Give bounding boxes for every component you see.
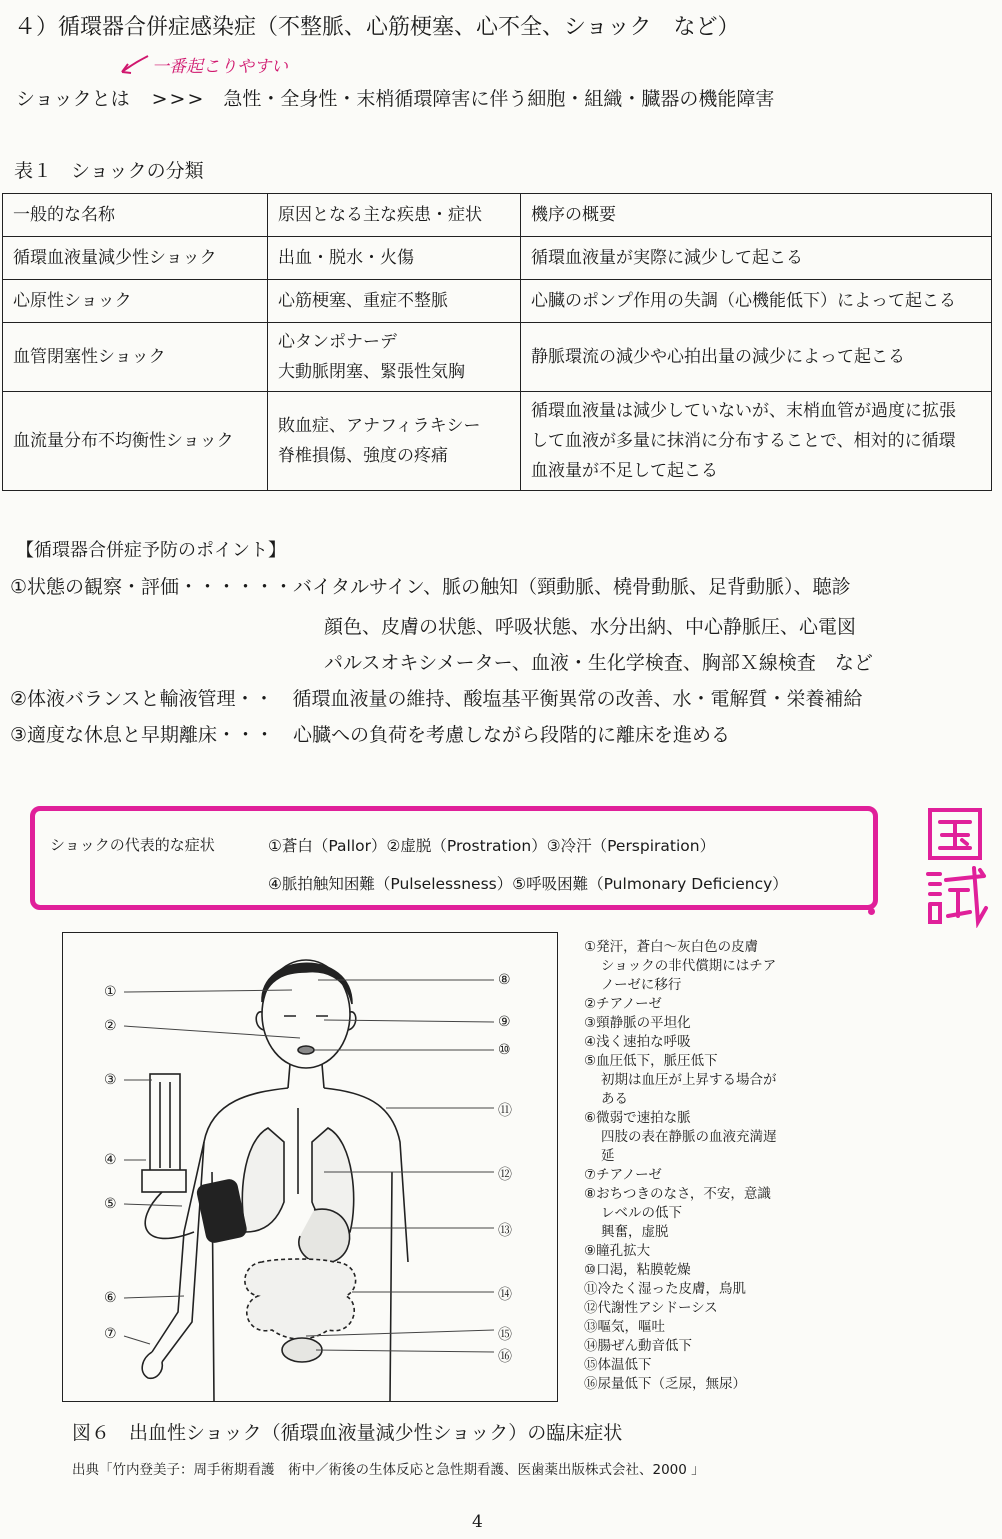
list-item: ⑬嘔気，嘔吐	[584, 1319, 665, 1335]
table-row	[3, 392, 992, 491]
prevention-line: ③適度な休息と早期離床・・・ 心臓への負荷を考慮しながら段階的に離床を進める	[10, 724, 731, 746]
mechanism-line: して血液が多量に抹消に分布することで、相対的に循環	[531, 431, 956, 451]
list-item: ①発汗，蒼白～灰白色の皮膚 ショックの非代償期にはチア ノーゼに移行	[584, 939, 777, 993]
mechanism-line: 循環血液量は減少していないが、末梢血管が過度に拡張	[531, 401, 956, 421]
figure-marker-left: ②	[104, 1018, 117, 1034]
list-item: ③頸静脈の平坦化	[584, 1015, 691, 1031]
prevention-continuation: 顔色、皮膚の状態、呼吸状態、水分出納、中心静脈圧、心電図	[324, 616, 857, 638]
figure-marker-right: ⑭	[498, 1287, 512, 1303]
shock-causes: 心筋梗塞、重症不整脈	[268, 280, 521, 323]
symptoms-line: ④脈拍触知困難（Pulselessness）⑤呼吸困難（Pulmonary Deficiency）	[268, 875, 788, 893]
symptoms-label: ショックの代表的な症状	[50, 836, 215, 854]
list-item: ⑫代謝性アシドーシス	[584, 1300, 718, 1316]
figure-marker-right: ⑮	[498, 1327, 512, 1343]
figure-marker-right: ⑨	[498, 1014, 511, 1030]
shock-mechanism: 静脈環流の減少や心拍出量の減少によって起こる	[521, 323, 992, 392]
figure-marker-left: ⑦	[104, 1326, 117, 1342]
table-row	[3, 280, 992, 323]
figure-marker-left: ④	[104, 1152, 117, 1168]
prevention-title: 【循環器合併症予防のポイント】	[16, 540, 286, 561]
table-caption: 表１ ショックの分類	[14, 160, 204, 182]
list-item: ⑤血圧低下，脈圧低下 初期は血圧が上昇する場合が ある	[584, 1053, 777, 1107]
cause-line: 敗血症、アナフィラキシー	[278, 416, 481, 436]
figure-source: 出典「竹内登美子：周手術期看護 術中／術後の生体反応と急性期看護、医歯薬出版株式会社、2000 」	[72, 1462, 705, 1478]
list-item: ⑨瞳孔拡大	[584, 1243, 651, 1259]
list-item: ⑩口渇，粘膜乾燥	[584, 1262, 691, 1278]
table-header-row	[3, 194, 992, 237]
figure-marker-right: ⑧	[498, 972, 511, 988]
prevention-line: ①状態の観察・評価・・・・・・バイタルサイン、脈の触知（頸動脈、橈骨動脈、足背動脈）、聴診	[10, 576, 851, 598]
mechanism-line: 血液量が不足して起こる	[531, 461, 718, 481]
table-header: 原因となる主な疾患・症状	[268, 194, 521, 237]
prevention-continuation: パルスオキシメーター、血液・生化学検査、胸部Ｘ線検査 など	[324, 652, 873, 674]
list-item: ④浅く速拍な呼吸	[584, 1034, 691, 1050]
shock-mechanism	[521, 392, 992, 491]
shock-name: 血流量分布不均衡性ショック	[3, 392, 268, 491]
figure-marker-right: ⑫	[498, 1167, 512, 1183]
cause-line: 心タンポナーデ	[278, 332, 397, 352]
table-row	[3, 323, 992, 392]
list-item: ②チアノーゼ	[584, 996, 662, 1012]
figure-marker-right: ⑬	[498, 1223, 512, 1239]
body-illustration	[62, 932, 558, 1402]
figure-marker-left: ①	[104, 984, 117, 1000]
list-item: ⑪冷たく湿った皮膚，鳥肌	[584, 1281, 746, 1297]
shock-causes: 出血・脱水・火傷	[268, 237, 521, 280]
table-header: 機序の概要	[521, 194, 992, 237]
symptoms-highlight-box	[30, 806, 878, 910]
shock-causes	[268, 323, 521, 392]
definition-term: ショックとは	[16, 88, 130, 110]
prevention-line: ②体液バランスと輸液管理・・ 循環血液量の維持、酸塩基平衡異常の改善、水・電解質・栄養補給	[10, 688, 863, 710]
handwritten-arrow-icon	[118, 52, 154, 78]
list-item: ⑧おちつきのなさ，不安，意識 レベルの低下 興奮，虚脱	[584, 1186, 771, 1240]
shock-causes	[268, 392, 521, 491]
handwritten-note: 一番起こりやすい	[152, 57, 288, 77]
list-item: ⑭腸ぜん動音低下	[584, 1338, 692, 1354]
shock-name: 循環血液量減少性ショック	[3, 237, 268, 280]
shock-mechanism: 心臓のポンプ作用の失調（心機能低下）によって起こる	[521, 280, 992, 323]
list-item: ⑥微弱で速拍な脈 四肢の表在静脈の血液充満遅 延	[584, 1110, 777, 1164]
table-row	[3, 237, 992, 280]
figure-marker-left: ③	[104, 1072, 117, 1088]
figure-caption: 図６ 出血性ショック（循環血液量減少性ショック）の臨床症状	[72, 1422, 623, 1444]
definition-text: 急性・全身性・末梢循環障害に伴う細胞・組織・臓器の機能障害	[223, 88, 775, 110]
shock-name: 心原性ショック	[3, 280, 268, 323]
figure-marker-right: ⑩	[498, 1042, 511, 1058]
clinical-symptom-list	[584, 938, 824, 1394]
shock-mechanism: 循環血液量が実際に減少して起こる	[521, 237, 992, 280]
shock-classification-table	[2, 193, 992, 491]
definition-arrow: >>>	[151, 88, 206, 110]
list-item: ⑦チアノーゼ	[584, 1167, 662, 1183]
list-item: ⑮体温低下	[584, 1357, 652, 1373]
shock-name: 血管閉塞性ショック	[3, 323, 268, 392]
section-heading: ４）循環器合併症感染症（不整脈、心筋梗塞、心不全、ショック など）	[14, 15, 740, 40]
cause-line: 大動脈閉塞、緊張性気胸	[278, 362, 465, 382]
figure-marker-left: ⑤	[104, 1196, 117, 1212]
page-number: 4	[472, 1512, 483, 1532]
figure-marker-left: ⑥	[104, 1290, 117, 1306]
figure-marker-right: ⑪	[498, 1103, 512, 1119]
table-header: 一般的な名称	[3, 194, 268, 237]
cause-line: 脊椎損傷、強度の疼痛	[278, 446, 448, 466]
kokushi-handwritten-mark	[924, 804, 992, 928]
shock-definition	[16, 84, 774, 111]
figure-marker-right: ⑯	[498, 1349, 512, 1365]
symptoms-line: ①蒼白（Pallor）②虚脱（Prostration）③冷汗（Perspiration）	[268, 837, 716, 855]
list-item: ⑯尿量低下（乏尿，無尿）	[584, 1376, 746, 1392]
marker-dot	[868, 908, 875, 915]
